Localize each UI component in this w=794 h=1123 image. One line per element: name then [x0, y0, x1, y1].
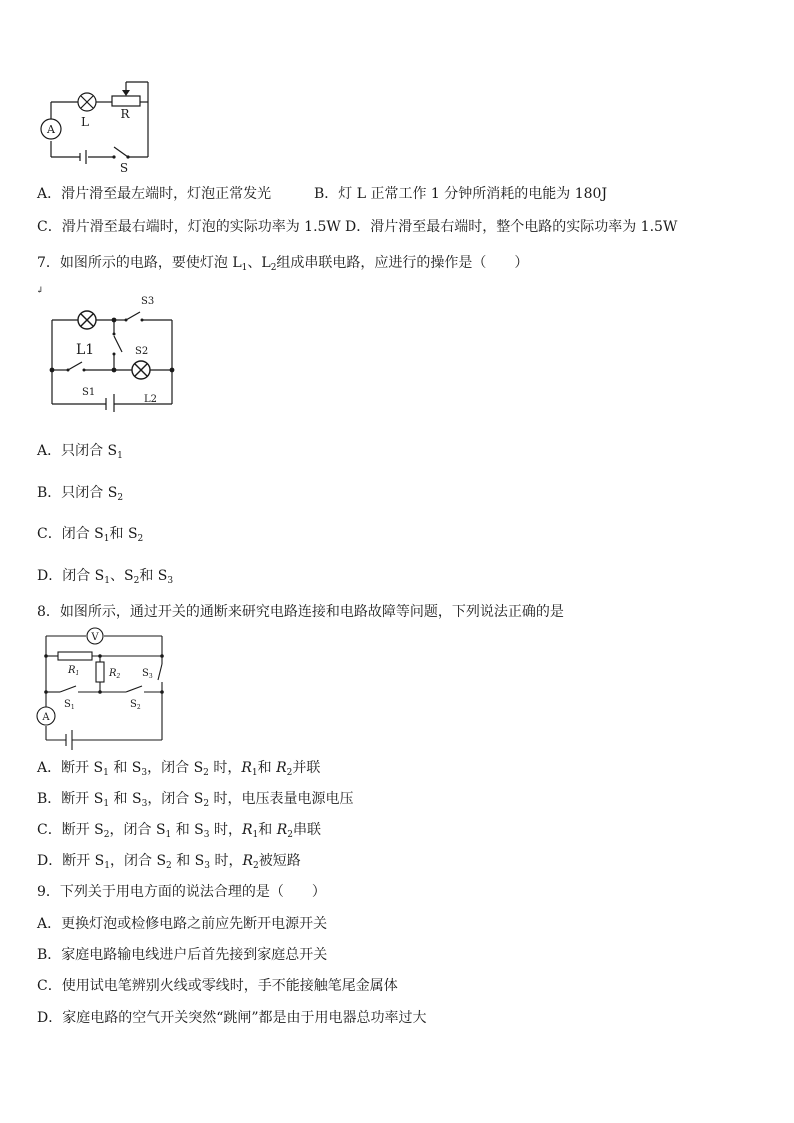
q6-option-b: B．灯 L 正常工作 1 分钟所消耗的电能为 180J: [314, 186, 608, 202]
q8-option-b: B．断开 $S_1$ 和 $S_3$，闭合 $S_2$ 时，电压表量电源电压: [37, 791, 354, 809]
s1-label: $S_1$: [64, 699, 75, 711]
ammeter-icon: [41, 119, 61, 139]
ammeter-label: A: [47, 123, 55, 136]
s3-label: $S_3$: [142, 668, 153, 680]
l1-label: L1: [76, 342, 95, 358]
ammeter-icon: [37, 707, 55, 725]
lamp-icon: [78, 93, 96, 111]
lamp-l2-icon: [132, 361, 150, 379]
rheostat-slider-icon: [122, 90, 130, 96]
q8-circuit-diagram: [34, 628, 174, 750]
q8-option-a: A．断开 $S_1$ 和 $S_3$，闭合 $S_2$ 时，$R_1$和 $R_2$并联: [37, 760, 321, 778]
s2-label: $S_2$: [130, 699, 141, 711]
q6-option-d: D．滑片滑至最右端时，整个电路的实际功率为 1.5W: [345, 219, 678, 235]
voltmeter-label: V: [91, 632, 99, 643]
q7-circuit-diagram: [52, 296, 176, 410]
q9-stem: 9．下列关于用电方面的说法合理的是（ ）: [37, 884, 326, 900]
s1-label: S1: [82, 387, 96, 398]
q9-option-a: A．更换灯泡或检修电路之前应先断开电源开关: [37, 916, 328, 932]
rheostat-label: R: [120, 107, 130, 121]
q7-stem: 7．如图所示的电路，要使灯泡 $L_1$、$L_2$组成串联电路，应进行的操作是（ ）: [37, 255, 529, 273]
q8-stem: 8．如图所示，通过开关的通断来研究电路连接和电路故障等问题，下列说法正确的是: [37, 604, 564, 620]
r2-label: $R_2$: [109, 668, 121, 680]
q6-option-a: A．滑片滑至最左端时，灯泡正常发光: [37, 186, 272, 202]
q8-option-c: C．断开 $S_2$，闭合 $S_1$ 和 $S_3$ 时，$R_1$和 $R_2$串联: [37, 822, 321, 840]
lamp-l1-icon: [78, 311, 96, 329]
q7-option-a: A．只闭合 $S_1$: [37, 443, 123, 461]
q9-option-b: B．家庭电路输电线进户后首先接到家庭总开关: [37, 947, 328, 963]
ammeter-label: A: [42, 712, 50, 723]
q6-option-c: C．滑片滑至最右端时，灯泡的实际功率为 1.5W: [37, 219, 341, 235]
voltmeter-icon: [87, 628, 103, 644]
lamp-label: L: [81, 115, 89, 129]
q7-option-b: B．只闭合 $S_2$: [37, 485, 124, 503]
s3-label: S3: [141, 296, 155, 307]
rheostat-icon: [112, 96, 140, 106]
q9-option-c: C．使用试电笔辨别火线或零线时，手不能接触笔尾金属体: [37, 978, 398, 994]
q7-option-d: D．闭合 $S_1$、$S_2$和 $S_3$: [37, 568, 174, 586]
switch-label: S: [119, 161, 129, 175]
q9-option-d: D．家庭电路的空气开关突然“跳闸”都是由于用电器总功率过大: [37, 1010, 427, 1026]
l2-label: L2: [144, 394, 158, 405]
resistor-r2-icon: [96, 662, 104, 682]
s2-label: S2: [135, 346, 149, 357]
corner-mark: ↲: [36, 286, 44, 296]
q8-option-d: D．断开 $S_1$，闭合 $S_2$ 和 $S_3$ 时，$R_2$被短路: [37, 853, 301, 871]
resistor-r1-icon: [58, 652, 92, 660]
q6-circuit-diagram: [36, 82, 156, 174]
q7-option-c: C．闭合 $S_1$和 $S_2$: [37, 526, 144, 544]
r1-label: $R_1$: [68, 665, 80, 677]
